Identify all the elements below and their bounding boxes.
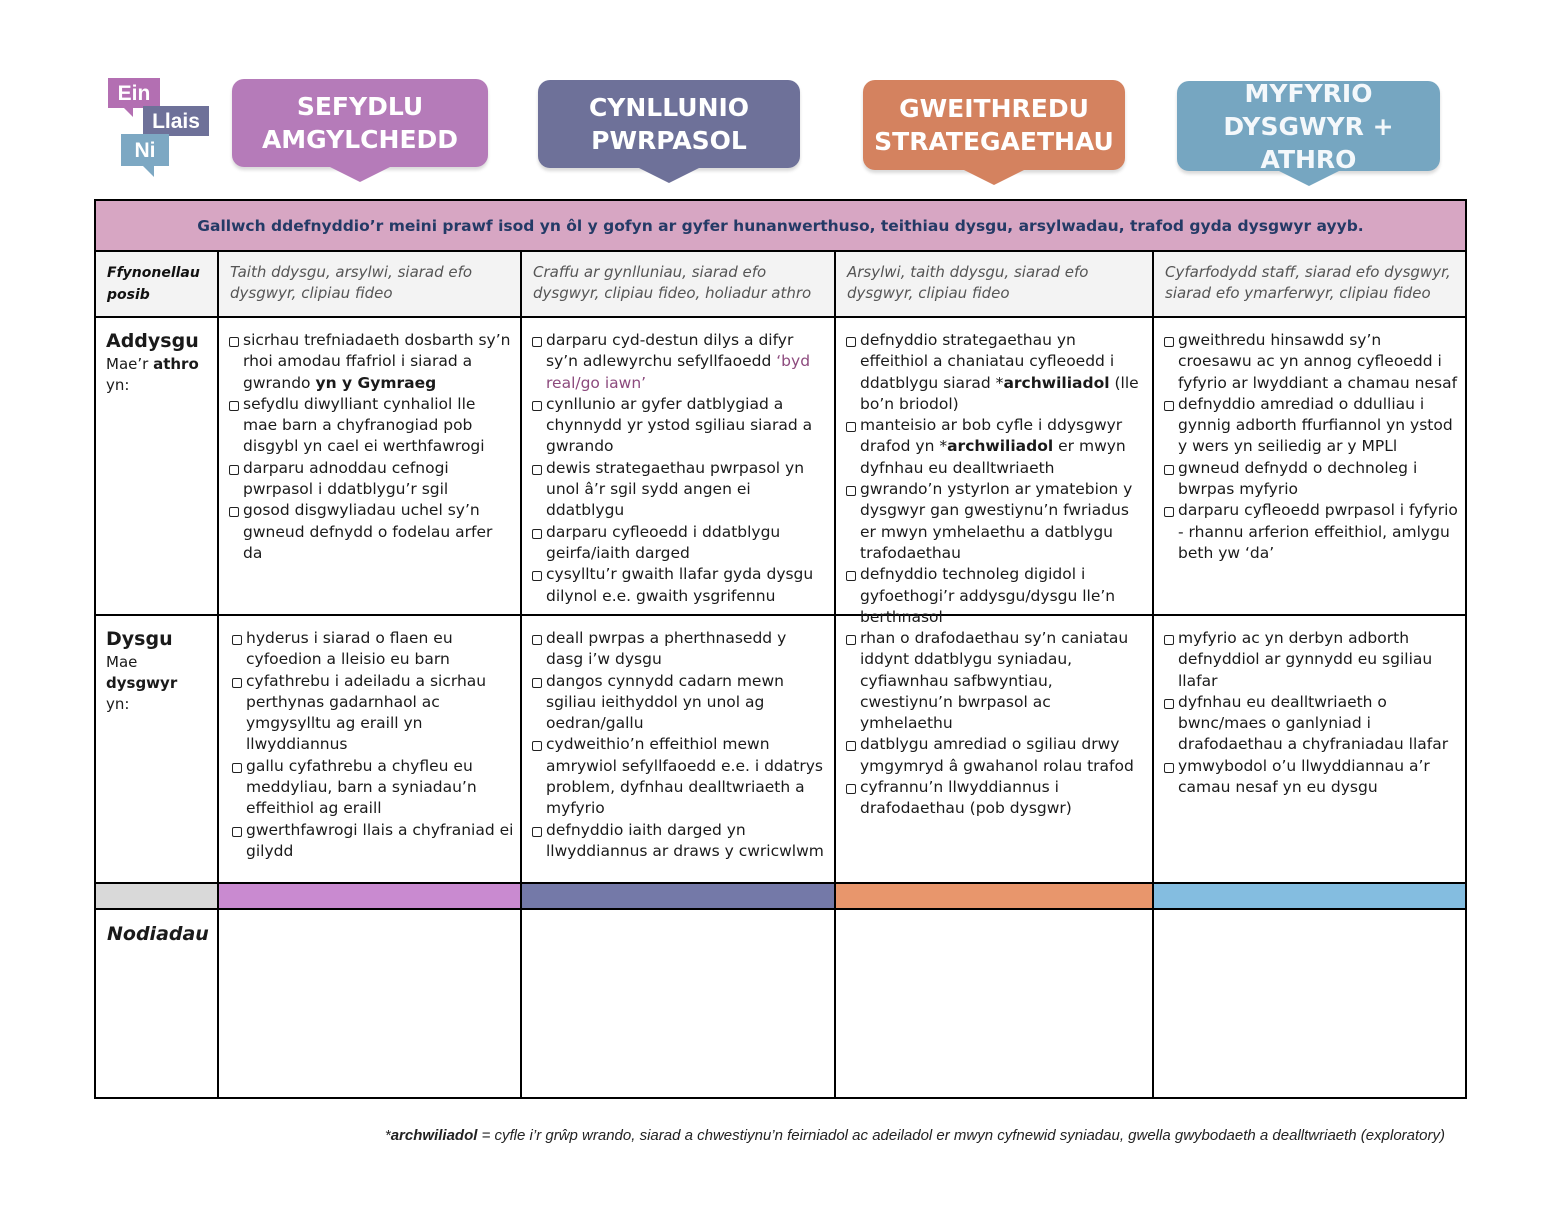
checklist-item: myfyrio ac yn derbyn adborth defnyddiol ar gynnydd eu sgiliau llafar <box>1164 628 1459 692</box>
checklist-item: cysylltu’r gwaith llafar gyda dysgu dilynol e.e. gwaith ysgrifennu <box>532 564 828 607</box>
sources-label-text: Ffynonellau posib <box>107 265 200 303</box>
stripe-grey <box>96 884 219 908</box>
instruction-banner <box>96 201 1465 252</box>
header-line: MYFYRIO <box>1244 78 1373 108</box>
checklist-item: darparu cyfleoedd i ddatblygu geirfa/iaith darged <box>532 522 828 565</box>
teaching-title: Addysgu <box>106 330 199 352</box>
header-line: STRATEGAETHAU <box>874 127 1114 156</box>
item-highlight: ‘byd real/go iawn’ <box>546 352 811 392</box>
sources-label <box>96 252 219 316</box>
notes-row <box>96 910 1465 1099</box>
subtitle-pre: Mae’r <box>106 355 154 373</box>
item-text: er mwyn dyfnhau eu dealltwriaeth <box>860 437 1126 477</box>
checklist-item: ymwybodol o’u llwyddiannau a’r camau nesaf yn eu dysgu <box>1164 756 1459 799</box>
checklist-item: gwneud defnydd o dechnoleg i bwrpas myfyrio <box>1164 458 1459 501</box>
sources-cell: Craffu ar gynlluniau, siarad efo dysgwyr, clipiau fideo, holiadur athro <box>522 252 836 316</box>
footnote <box>385 1127 1445 1144</box>
checklist-item: dewis strategaethau pwrpasol yn unol â’r sgil sydd angen ei ddatblygu <box>532 458 828 522</box>
subtitle-bold: dysgwyr <box>106 674 178 692</box>
checklist-item: darparu adnoddau cefnogi pwrpasol i ddatblygu’r sgil <box>229 458 514 501</box>
learning-title: Dysgu <box>106 628 173 650</box>
header-line: AMGYLCHEDD <box>261 125 459 154</box>
stripe-orange <box>836 884 1154 908</box>
checklist-item: gosod disgwyliadau uchel sy’n gwneud defnydd o fodelau arfer da <box>229 500 514 564</box>
item-text: defnyddio strategaethau yn effeithiol a chaniatau cyfleoedd i ddatblygu siarad * <box>860 331 1115 392</box>
teaching-col-sefydlu <box>219 318 522 614</box>
teaching-row <box>96 318 1465 626</box>
learning-col-cynllunio <box>522 616 836 882</box>
notes-cell[interactable] <box>1154 910 1465 1099</box>
header-cynllunio-pwrpasol <box>538 80 800 168</box>
checklist-item: gwrando’n ystyrlon ar ymatebion y dysgwyr gan gwestiynu’n fwriadus er mwyn ymhelaethu a datblygu trafodaethau <box>846 479 1146 564</box>
header-myfyrio <box>1177 78 1440 174</box>
logo-word-llais: Llais <box>143 106 209 136</box>
learning-row <box>96 616 1465 884</box>
teaching-col-gweithredu <box>836 318 1154 626</box>
subtitle-post: yn: <box>106 376 130 394</box>
header-gweithredu-strategaethau <box>863 80 1125 170</box>
learning-col-myfyrio <box>1154 616 1465 882</box>
checklist-item: defnyddio technoleg digidol i gyfoethogi’r addysgu/dysgu lle’n berthnasol <box>846 564 1146 628</box>
banner-text: Gallwch ddefnyddio’r meini prawf isod yn ôl y gofyn ar gyfer hunanwerthuso, teithiau dysgu, arsylwadau, trafod gyda dysgwyr ayyb. <box>197 216 1364 235</box>
ein-llais-ni-logo <box>105 76 215 186</box>
subtitle-pre: Mae <box>106 653 138 671</box>
footnote-term: archwiliadol <box>390 1127 478 1144</box>
item-text: sicrhau trefniadaeth dosbarth sy’n rhoi amodau ffafriol i siarad a gwrando <box>243 331 511 392</box>
item-bold: archwiliadol <box>1003 373 1110 392</box>
checklist-item: rhan o drafodaethau sy’n caniatau iddynt ddatblygu syniadau, cyfiawnhau safbwyntiau, cwestiynu’n bwrpasol ac ymhelaethu <box>846 628 1146 734</box>
footnote-star: * <box>384 1127 391 1144</box>
logo-word-ni: Ni <box>121 134 169 166</box>
checklist-item: darparu cyfleoedd pwrpasol i fyfyrio - rhannu arferion effeithiol, amlygu beth yw ‘da’ <box>1164 500 1459 564</box>
logo-word-ein: Ein <box>108 78 160 108</box>
checklist-item: defnyddio amrediad o ddulliau i gynnig adborth ffurfiannol yn ystod y wers yn seiliedig ar y MPLl <box>1164 394 1459 458</box>
notes-cell[interactable] <box>522 910 836 1099</box>
teaching-subtitle <box>106 354 207 375</box>
stripe-indigo <box>522 884 836 908</box>
item-text: (lle bo’n briodol) <box>860 373 1139 413</box>
checklist-item: deall pwrpas a pherthnasedd y dasg i’w dysgu <box>532 628 828 671</box>
checklist-item: cydweithio’n effeithiol mewn amrywiol sefyllfaoedd e.e. i ddatrys problem, dyfnhau dealltwriaeth a myfyrio <box>532 734 828 819</box>
checklist-item: gallu cyfathrebu a chyfleu eu meddyliau, barn a syniadau’n effeithiol ag eraill <box>232 756 514 820</box>
footnote-text: = cyfle i’r grŵp wrando, siarad a chwestiynu’n feirniadol ac adeiladol er mwyn cyfnewid syniadau, gwella gwybodaeth a dealltwriaeth (exploratory) <box>477 1127 1445 1144</box>
color-stripe-row <box>96 884 1465 910</box>
criteria-table <box>94 199 1467 1099</box>
header-sefydlu-amgylchedd <box>232 79 488 167</box>
checklist-item <box>846 415 1146 479</box>
notes-cell[interactable] <box>836 910 1154 1099</box>
checklist-item: gwerthfawrogi llais a chyfraniad ei gilydd <box>232 820 514 863</box>
stripe-blue <box>1154 884 1465 908</box>
checklist-item <box>532 330 828 394</box>
checklist-item: defnyddio iaith darged yn llwyddiannus ar draws y cwricwlwm <box>532 820 828 863</box>
teaching-col-cynllunio <box>522 318 836 614</box>
teaching-label <box>96 318 219 614</box>
header-line: PWRPASOL <box>591 126 747 155</box>
sources-cell: Taith ddysgu, arsylwi, siarad efo dysgwyr, clipiau fideo <box>219 252 522 316</box>
learning-col-sefydlu <box>219 616 522 882</box>
header-line: DYSGWYR + ATHRO <box>1223 111 1394 174</box>
subtitle-post: yn: <box>106 695 130 713</box>
item-text: manteisio ar bob cyfle i ddysgwyr drafod yn * <box>860 416 1123 456</box>
checklist-item: hyderus i siarad o flaen eu cyfoedion a lleisio eu barn <box>232 628 514 671</box>
header-line: SEFYDLU <box>296 92 424 121</box>
sources-cell: Cyfarfodydd staff, siarad efo dysgwyr, siarad efo ymarferwyr, clipiau fideo <box>1165 263 1451 302</box>
notes-label: Nodiadau <box>107 923 209 945</box>
checklist-item: dangos cynnydd cadarn mewn sgiliau ieithyddol yn unol ag oedran/gallu <box>532 671 828 735</box>
subtitle-bold: athro <box>153 355 199 373</box>
checklist-item: cyfathrebu i adeiladu a sicrhau perthynas gadarnhaol ac ymgysylltu ag eraill yn llwyddiannus <box>232 671 514 756</box>
checklist-item <box>846 330 1146 415</box>
item-text: darparu cyd-destun dilys a difyr sy’n adlewyrchu sefyllfaoedd <box>546 331 794 371</box>
item-bold: archwiliadol <box>947 437 1054 456</box>
item-bold: yn y Gymraeg <box>315 373 437 392</box>
learning-col-gweithredu <box>836 616 1154 882</box>
checklist-item: cynllunio ar gyfer datblygiad a chynnydd yr ystod sgiliau siarad a gwrando <box>532 394 828 458</box>
learning-label <box>96 616 219 882</box>
sources-cell: Arsylwi, taith ddysgu, siarad efo dysgwyr, clipiau fideo <box>836 252 1154 316</box>
header-line: CYNLLUNIO <box>588 93 750 122</box>
checklist-item: sefydlu diwylliant cynhaliol lle mae barn a chyfranogiad pob disgybl yn cael ei werthfawrogi <box>229 394 514 458</box>
checklist-item <box>229 330 514 394</box>
learning-subtitle <box>106 652 207 694</box>
teaching-col-myfyrio <box>1154 318 1465 614</box>
checklist-item: datblygu amrediad o sgiliau drwy ymgymryd â gwahanol rolau trafod <box>846 734 1146 777</box>
checklist-item: cyfrannu’n llwyddiannus i drafodaethau (pob dysgwr) <box>846 777 1146 820</box>
checklist-item: gweithredu hinsawdd sy’n croesawu ac yn annog cyfleoedd i fyfyrio ar lwyddiant a chamau nesaf <box>1164 330 1459 394</box>
stripe-purple <box>219 884 522 908</box>
header-line: GWEITHREDU <box>899 94 1089 123</box>
sources-row <box>96 252 1465 318</box>
notes-label-cell <box>96 910 219 1099</box>
checklist-item: dyfnhau eu dealltwriaeth o bwnc/maes o ganlyniad i drafodaethau a chyfraniadau llafar <box>1164 692 1459 756</box>
notes-cell[interactable] <box>219 910 522 1099</box>
